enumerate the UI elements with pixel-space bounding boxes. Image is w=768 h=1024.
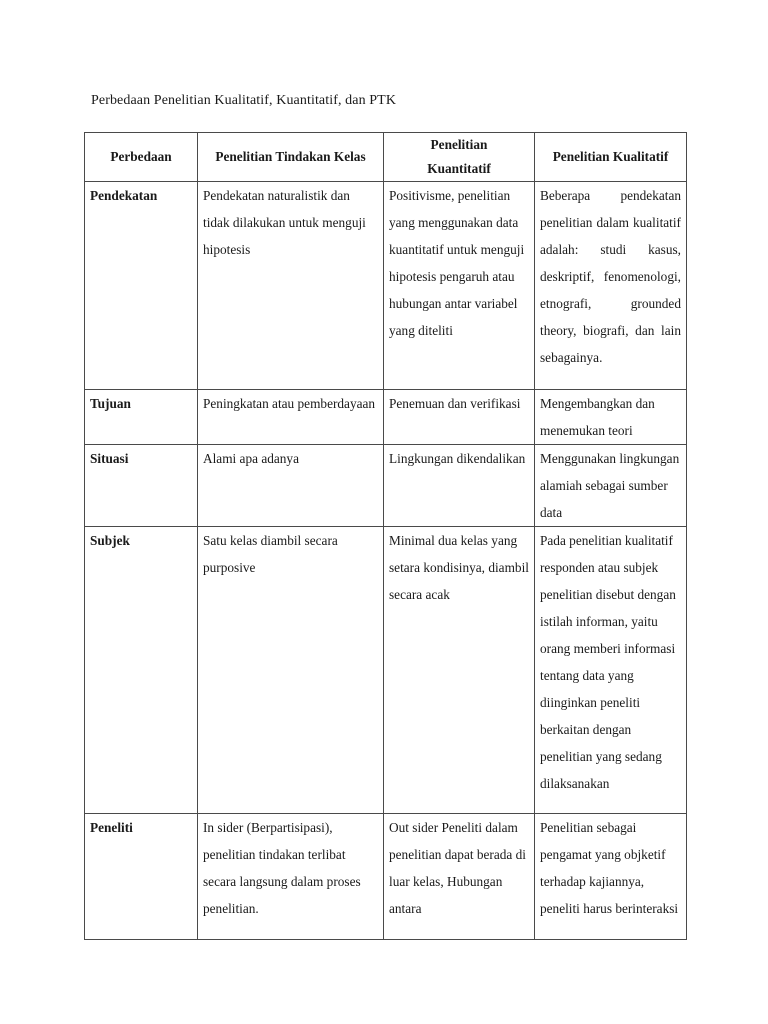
- cell-ptk: Alami apa adanya: [198, 445, 384, 527]
- cell-kualitatif: Pada penelitian kualitatif responden atau subjek penelitian disebut dengan istilah informan, yaitu orang memberi informasi tentang data yang diinginkan peneliti berkaitan dengan penelitian yang sedang dilaksanakan: [535, 527, 687, 814]
- header-kuantitatif: [384, 133, 535, 182]
- cell-ptk: Pendekatan naturalistik dan tidak dilakukan untuk menguji hipotesis: [198, 182, 384, 390]
- table-row-subjek: [85, 527, 687, 814]
- table-row-peneliti: [85, 814, 687, 940]
- cell-kuantitatif: Positivisme, penelitian yang menggunakan data kuantitatif untuk menguji hipotesis pengaruh atau hubungan antar variabel yang diteliti: [384, 182, 535, 390]
- header-row: [85, 133, 687, 182]
- cell-ptk: In sider (Berpartisipasi), penelitian tindakan terlibat secara langsung dalam proses penelitian.: [198, 814, 384, 940]
- row-label: Subjek: [85, 527, 198, 814]
- cell-kuantitatif: Lingkungan dikendalikan: [384, 445, 535, 527]
- header-kualitatif: Penelitian Kualitatif: [535, 133, 687, 182]
- header-ptk: Penelitian Tindakan Kelas: [198, 133, 384, 182]
- header-kuantitatif-label: Penelitian Kuantitatif: [427, 137, 491, 176]
- row-label: Tujuan: [85, 390, 198, 445]
- cell-ptk: Peningkatan atau pemberdayaan: [198, 390, 384, 445]
- table-row-situasi: [85, 445, 687, 527]
- comparison-table: [84, 132, 687, 940]
- cell-kualitatif: Mengembangkan dan menemukan teori: [535, 390, 687, 445]
- cell-ptk: Satu kelas diambil secara purposive: [198, 527, 384, 814]
- row-label: Situasi: [85, 445, 198, 527]
- table-row-tujuan: [85, 390, 687, 445]
- table-row-pendekatan: [85, 182, 687, 390]
- row-label: Peneliti: [85, 814, 198, 940]
- cell-kuantitatif: Out sider Peneliti dalam penelitian dapat berada di luar kelas, Hubungan antara: [384, 814, 535, 940]
- cell-kuantitatif: Minimal dua kelas yang setara kondisinya, diambil secara acak: [384, 527, 535, 814]
- row-label: Pendekatan: [85, 182, 198, 390]
- header-perbedaan: Perbedaan: [85, 133, 198, 182]
- cell-kualitatif: Menggunakan lingkungan alamiah sebagai sumber data: [535, 445, 687, 527]
- cell-kualitatif: Beberapa pendekatan penelitian dalam kualitatif adalah: studi kasus, deskriptif, fenomenologi, etnografi, grounded theory, biografi, dan lain sebagainya.: [535, 182, 687, 390]
- document-title: Perbedaan Penelitian Kualitatif, Kuantitatif, dan PTK: [91, 93, 397, 108]
- cell-kuantitatif: Penemuan dan verifikasi: [384, 390, 535, 445]
- cell-kualitatif: Penelitian sebagai pengamat yang objketif terhadap kajiannya, peneliti harus berinteraksi: [535, 814, 687, 940]
